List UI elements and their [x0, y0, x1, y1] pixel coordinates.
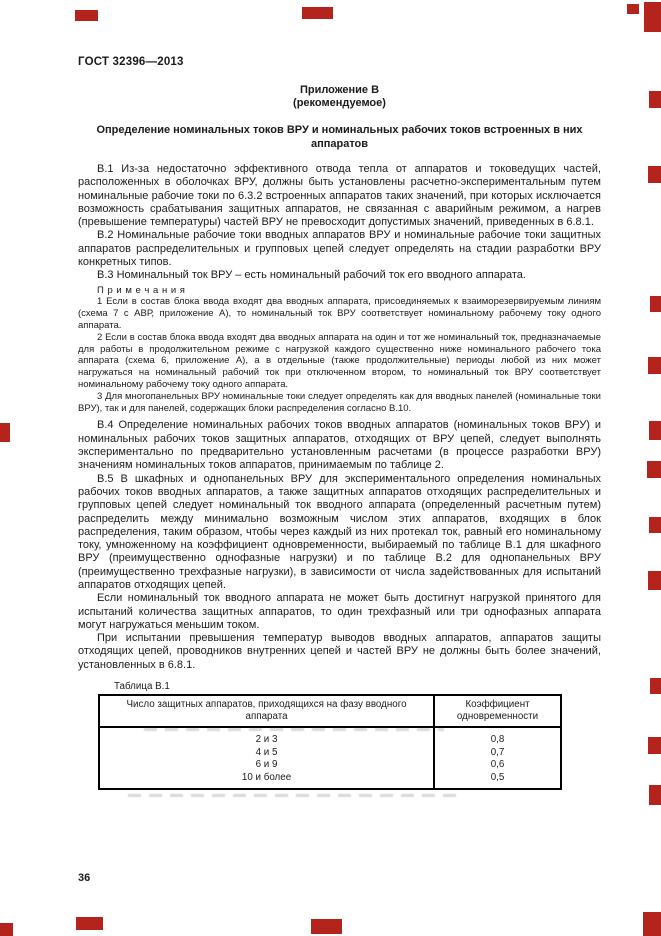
red-scan-mark: [649, 517, 661, 533]
red-scan-mark: [76, 917, 103, 930]
red-scan-mark: [649, 785, 661, 805]
table-label: Таблица В.1: [114, 681, 170, 693]
red-scan-mark: [643, 912, 661, 936]
paragraph-b3: В.3 Номинальный ток ВРУ – есть номинальный рабочий ток его вводного аппарата.: [97, 269, 526, 282]
page-content: [78, 56, 601, 790]
note-item: 1 Если в состав блока ввода входят два вводных аппарата, присоединяемых к взаиморезервируемым линиям (схема 7 с АВР, приложение А), то номинальный ток ВРУ соответствует номинальному рабочему току одного аппарата.: [78, 296, 601, 332]
page-number: 36: [78, 872, 91, 884]
paragraph-b1: В.1 Из-за недостаточно эффективного отвода тепла от аппаратов и токоведущих частей, расположенных в оболочках ВРУ, должны быть установлены расчетно-экспериментальным путем номинальные рабочие токи по 6.3.2 встроенных аппаратов таких значений, при которых исключается возможность срабатывания защитных аппаратов, не связанная с аварийным режимом, а нагрев (превышение температуры) частей ВРУ не превосходит допустимых значений, приведенных в 6.8.1.: [78, 163, 601, 229]
paragraph-b5-cont2: При испытании превышения температур выводов вводных аппаратов, аппаратов защиты отходящих цепей, проводников внутренних цепей и частей ВРУ не должны быть более значений, установленных в 6.8.1.: [78, 632, 601, 671]
table-cell: 0,7: [434, 747, 561, 760]
table-b1: [98, 694, 562, 790]
table-cell: 4 и 5: [99, 747, 434, 760]
scan-bleed-artifact: [128, 794, 458, 797]
red-scan-mark: [75, 10, 98, 21]
red-scan-mark: [627, 4, 639, 14]
red-scan-mark: [0, 923, 13, 936]
red-scan-mark: [650, 296, 661, 312]
paragraph-b5-cont1: Если номинальный ток вводного аппарата не может быть достигнут нагрузкой принятого для испытаний количества защитных аппаратов, то один трехфазный или три однофазных аппарата могут нагружаться меньшим током.: [78, 592, 601, 631]
red-scan-mark: [649, 91, 661, 108]
red-scan-mark: [648, 571, 661, 590]
table-cell: 6 и 9: [99, 759, 434, 772]
notes-heading: П р и м е ч а н и я: [97, 284, 186, 296]
table-cell: 2 и 3: [99, 727, 434, 747]
table-row: [99, 759, 561, 772]
red-scan-mark: [650, 678, 661, 694]
red-scan-mark: [648, 166, 661, 183]
paragraph-b5: В.5 В шкафных и однопанельных ВРУ для экспериментального определения номинальных рабочих токов вводных аппаратов, а также защитных аппаратов отходящих распределительных и групповых цепей следует номинальный ток вводного аппарата (определенный расчетным путем) распределить между минимально возможным числом этих аппаратов, входящих в блок распределения, таким образом, чтобы через каждый из них протекал ток, равный его номинальному току, умноженному на коэффициент одновременности, выбираемый по таблице В.1 для шкафного ВРУ (преимущественно однофазные нагрузки) и по таблице В.2 для однопанельных ВРУ (преимущественно трехфазные нагрузки), в зависимости от числа задействованных для испытаний аппаратов отходящих цепей.: [78, 472, 601, 591]
table-row: [99, 747, 561, 760]
table-cell: 10 и более: [99, 772, 434, 790]
table-cell: 0,8: [434, 727, 561, 747]
paragraph-b4: В.4 Определение номинальных рабочих токов вводных аппаратов (номинальных токов ВРУ) и номинальных рабочих токов защитных аппаратов, отходящих от ВРУ цепей, следует выполнять экспериментально по предварительно установленным расчетами (в процессе разработки ВРУ) значениям номинальных токов аппаратов, принимаемым по таблице 2.: [78, 419, 601, 472]
red-scan-mark: [649, 421, 661, 440]
paragraph-b2: В.2 Номинальные рабочие токи вводных аппаратов ВРУ и номинальные рабочие токи защитных аппаратов распределительных и групповых цепей следует определять на стадии разработки ВРУ конкретных типов.: [78, 229, 601, 269]
red-scan-mark: [648, 737, 661, 754]
red-scan-mark: [302, 7, 333, 19]
table-cell: 0,6: [434, 759, 561, 772]
note-item: 2 Если в состав блока ввода входят два вводных аппарата на один и тот же номинальный ток, предназначаемые для работы в продолжительном режиме с нагрузкой каждого существенно ниже номинального рабочего тока аппарата (схема 6, приложение А), а в отдельные (также продолжительные) периоды любой из них может нагружаться на номинальный рабочий ток при отключенном втором, то номинальный ток ВРУ соответствует номинальному рабочему току одного аппарата.: [78, 331, 601, 391]
red-scan-mark: [647, 461, 661, 478]
red-scan-mark: [648, 357, 661, 374]
red-scan-mark: [644, 2, 661, 32]
table-cell: 0,5: [434, 772, 561, 790]
table-col-header: Коэффициент одновременности: [434, 695, 561, 727]
table-row: [99, 727, 561, 747]
appendix-title: Определение номинальных токов ВРУ и номинальных рабочих токов встроенных в них аппаратов: [96, 124, 583, 150]
table-row: [99, 772, 561, 790]
table-col-header: Число защитных аппаратов, приходящихся на фазу вводного аппарата: [99, 695, 434, 727]
appendix-label: Приложение В: [299, 84, 380, 96]
red-scan-mark: [0, 423, 10, 442]
notes-block: [78, 285, 601, 415]
red-scan-mark: [311, 919, 342, 934]
document-number: ГОСТ 32396—2013: [78, 56, 184, 68]
note-item: 3 Для многопанельных ВРУ номинальные токи следует определять как для вводных панелей (номинальные токи ВРУ), так и для панелей, содержащих блоки распределения согласно В.10.: [78, 390, 601, 414]
appendix-kind: (рекомендуемое): [293, 96, 386, 109]
